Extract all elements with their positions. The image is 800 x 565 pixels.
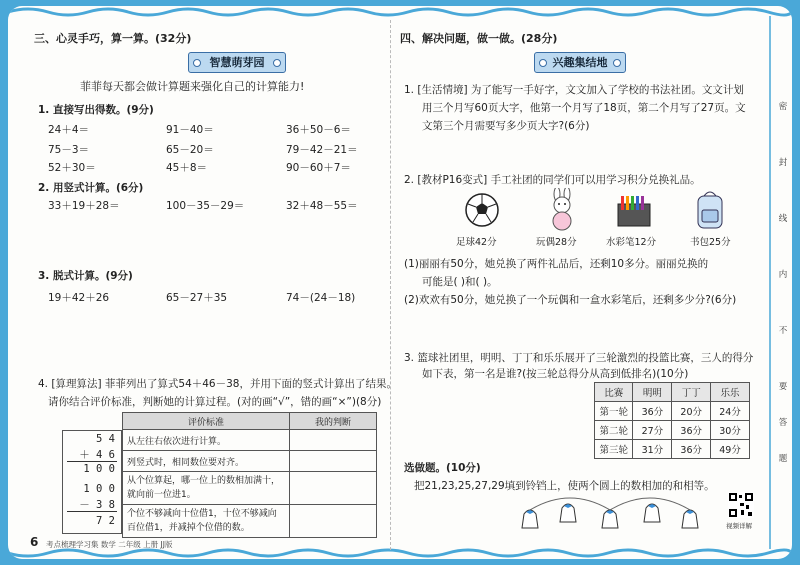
evaluation-table <box>122 412 377 538</box>
backpack-icon <box>688 188 732 232</box>
score-cell: 36分 <box>672 421 711 440</box>
q2-item: 33＋19＋28＝ <box>48 200 120 212</box>
binding-char: 封 <box>778 158 788 168</box>
markers-icon <box>612 188 656 232</box>
eval-criterion: 列竖式时，相同数位要对齐。 <box>123 451 290 472</box>
r-q3-line2: 如下表，第一名是谁?(按三轮总得分从高到低排名)(10分) <box>422 368 689 380</box>
q3-title: 3. 脱式计算。(9分) <box>38 270 133 282</box>
q1-item: 36＋50－6＝ <box>286 124 351 136</box>
vertical-calculation <box>62 430 122 534</box>
q1-item: 45＋8＝ <box>166 162 208 174</box>
r-q2-sub2: (2)欢欢有50分，她兑换了一个玩偶和一盒水彩笔后，还剩多少分?(6分) <box>404 294 737 306</box>
score-cell: 20分 <box>672 402 711 421</box>
doll-icon <box>540 188 584 232</box>
qr-code-icon[interactable] <box>728 492 754 518</box>
calc-line: 1 0 0 <box>83 463 115 475</box>
q1-title: 1. 直接写出得数。(9分) <box>38 104 154 116</box>
eval-criterion-line: 百位借1，并减掉个位借的数。 <box>127 523 250 533</box>
q1-item: 65－20＝ <box>166 144 214 156</box>
calc-rule <box>67 511 117 512</box>
eval-answer-cell[interactable] <box>290 472 377 505</box>
eval-header-criteria: 评价标准 <box>123 413 290 430</box>
page-divider <box>390 20 391 550</box>
eval-criterion <box>123 472 290 505</box>
eval-criterion-line: 就向前一位进1。 <box>127 490 196 500</box>
eval-criterion-line: 个位不够减向十位借1，十位不够减向 <box>127 509 277 519</box>
score-cell: 49分 <box>711 440 750 459</box>
eval-answer-cell[interactable] <box>290 430 377 451</box>
q4-line1: 4. [算理算法] 菲菲列出了算式54＋46－38，并用下面的竖式计算出了结果。 <box>38 378 397 390</box>
score-header: 丁丁 <box>672 383 711 402</box>
score-cell: 31分 <box>633 440 672 459</box>
r-q1-line1: 1. [生活情境] 为了能写一手好字，文文加入了学校的书法社团。文文计划 <box>404 84 744 96</box>
r-q1-line2: 用三个月写60页大字，他第一个月写了18页，第二个月写了27页。文 <box>422 102 746 114</box>
calc-line: 5 4 <box>96 433 115 445</box>
page-number: 6 <box>30 535 39 549</box>
r-q1-line3: 文第三个月需要写多少页大字?(6分) <box>422 120 590 132</box>
gift-doll-label: 玩偶28分 <box>536 237 577 248</box>
banner-interest-hub: 兴趣集结地 <box>534 52 626 73</box>
q2-item: 100－35－29＝ <box>166 200 245 212</box>
binding-char: 要 <box>778 382 788 392</box>
q2-title: 2. 用竖式计算。(6分) <box>38 182 144 194</box>
calc-line: ＋ 4 6 <box>79 449 115 461</box>
r-q2-title: 2. [教材P16变式] 手工社团的同学们可以用学习积分兑换礼品。 <box>404 174 701 186</box>
score-cell: 27分 <box>633 421 672 440</box>
r-q2-sub1a: (1)丽丽有50分，她兑换了两件礼品后，还剩10多分。丽丽兑换的 <box>404 258 709 270</box>
r-q3-line1: 3. 篮球社团里，明明、丁丁和乐乐展开了三轮激烈的投篮比赛，三人的得分 <box>404 352 754 364</box>
gift-football-label: 足球42分 <box>456 237 497 248</box>
calc-line: － 3 8 <box>79 499 115 511</box>
q1-item: 91－40＝ <box>166 124 214 136</box>
eval-criterion: 从左往右依次进行计算。 <box>123 430 290 451</box>
eval-answer-cell[interactable] <box>290 451 377 472</box>
calc-rule <box>67 461 117 462</box>
score-cell: 36分 <box>672 440 711 459</box>
r-q2-sub1b: 可能是( )和( )。 <box>422 276 498 288</box>
score-table <box>594 382 750 459</box>
intro-text: 菲菲每天都会做计算题来强化自己的计算能力! <box>80 80 305 93</box>
qr-label: 视频详解 <box>726 522 752 530</box>
calc-line: 7 2 <box>96 515 115 527</box>
q1-item: 90－60＋7＝ <box>286 162 351 174</box>
left-page <box>16 6 397 559</box>
section3-title: 三、心灵手巧，算一算。(32分) <box>34 32 192 45</box>
gift-backpack-label: 书包25分 <box>690 237 731 248</box>
bell-puzzle <box>520 490 700 540</box>
worksheet-page <box>8 6 792 559</box>
section4-title: 四、解决问题，做一做。(28分) <box>400 32 558 45</box>
football-icon <box>460 188 504 232</box>
score-header: 明明 <box>633 383 672 402</box>
score-round: 第二轮 <box>595 421 633 440</box>
score-cell: 24分 <box>711 402 750 421</box>
score-round: 第三轮 <box>595 440 633 459</box>
binding-char: 题 <box>778 454 788 464</box>
binding-char: 线 <box>778 214 788 224</box>
binding-char: 答 <box>778 418 788 428</box>
q1-item: 79－42－21＝ <box>286 144 358 156</box>
score-round: 第一轮 <box>595 402 633 421</box>
bonus-title: 选做题。(10分) <box>404 462 481 474</box>
binding-char: 密 <box>778 102 788 112</box>
score-header: 乐乐 <box>711 383 750 402</box>
score-cell: 36分 <box>633 402 672 421</box>
q3-item: 65－27＋35 <box>166 292 228 304</box>
banner-smart-garden: 智慧萌芽园 <box>188 52 286 73</box>
q3-item: 74－(24－18) <box>286 292 356 304</box>
q1-item: 24＋4＝ <box>48 124 90 136</box>
q4-line2: 请你结合评价标准，判断她的计算过程。(对的画“√”，错的画“×”)(8分) <box>48 396 382 408</box>
gift-markers-label: 水彩笔12分 <box>606 237 657 248</box>
bonus-text: 把21,23,25,27,29填到铃铛上，使两个圆上的数相加的和相等。 <box>414 480 715 492</box>
eval-criterion <box>123 505 290 538</box>
binding-char: 不 <box>778 326 788 336</box>
eval-answer-cell[interactable] <box>290 505 377 538</box>
score-header: 比赛 <box>595 383 633 402</box>
binding-char: 内 <box>778 270 788 280</box>
score-cell: 30分 <box>711 421 750 440</box>
q1-item: 75－3＝ <box>48 144 90 156</box>
calc-line: 1 0 0 <box>83 483 115 495</box>
eval-criterion-line: 从个位算起，哪一位上的数相加满十， <box>127 476 281 486</box>
footer-text: 考点梳理学习集 数学 二年级 上册 JJ版 <box>46 540 173 549</box>
right-page <box>400 6 754 559</box>
q3-item: 19＋42＋26 <box>48 292 110 304</box>
q1-item: 52＋30＝ <box>48 162 96 174</box>
eval-header-judgement: 我的判断 <box>290 413 377 430</box>
q2-item: 32＋48－55＝ <box>286 200 358 212</box>
